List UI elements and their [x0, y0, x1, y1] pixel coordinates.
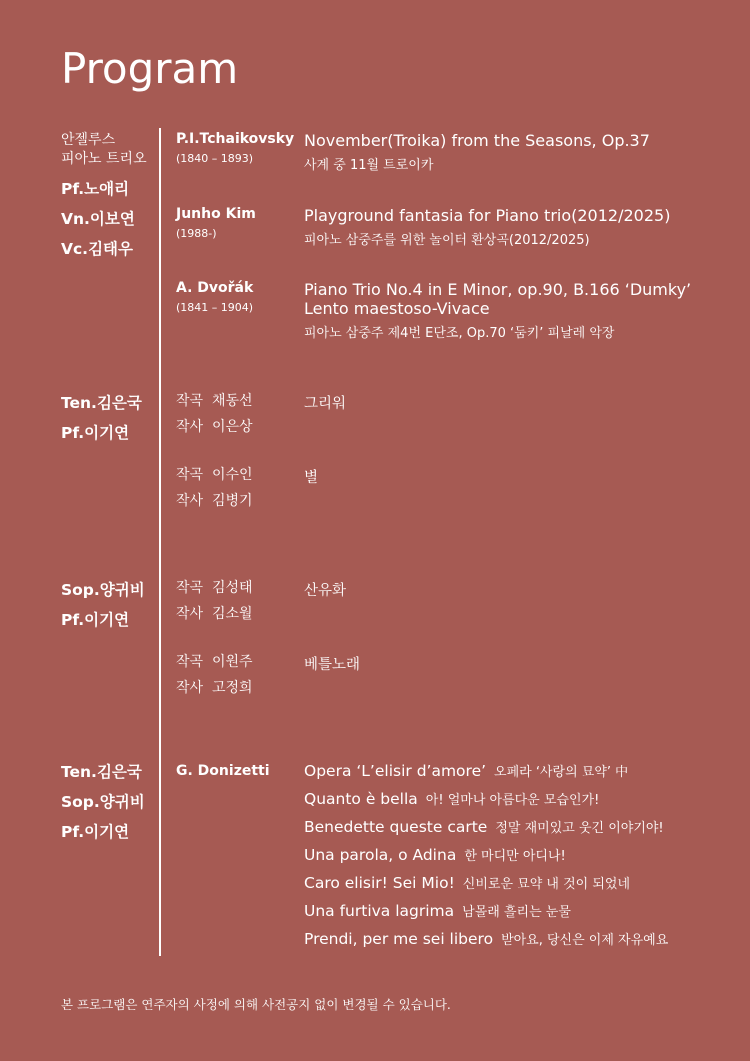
work-title-ko: 피아노 삼중주 제4번 E단조, Op.70 ‘둠키’ 피날레 악장: [304, 326, 615, 341]
credit-name: 채동선: [212, 393, 253, 409]
role-label: 작곡: [176, 467, 204, 483]
list-item: [304, 901, 668, 929]
composer-name: Junho Kim: [176, 206, 256, 222]
lyricist-credit: [176, 493, 253, 510]
list-item: [304, 873, 668, 901]
composer-name: P.I.Tchaikovsky: [176, 131, 295, 147]
ensemble-name-line1: 안젤루스: [61, 132, 116, 148]
aria-title-kr: 받아요, 당신은 이제 자유예요: [501, 933, 669, 948]
aria-title-it: Quanto è bella: [304, 790, 418, 808]
list-item: [304, 761, 668, 789]
work-title-en: Playground fantasia for Piano trio(2012/2025): [304, 206, 671, 225]
list-item: [304, 789, 668, 817]
composer-years: (1988-): [176, 227, 217, 240]
aria-title-it: Benedette queste carte: [304, 818, 488, 836]
work-title-ko: 피아노 삼중주를 위한 놀이터 환상곡(2012/2025): [304, 233, 590, 248]
composer-block: [176, 131, 294, 166]
performers-section2: [61, 393, 142, 444]
performer-violin: Vn.이보연: [61, 210, 135, 228]
aria-list: [304, 761, 668, 957]
list-item: [304, 929, 668, 957]
performer-soprano: Sop.양귀비: [61, 581, 145, 599]
work-block: [304, 131, 650, 174]
role-label: 작곡: [176, 393, 204, 409]
aria-title-kr: 정말 재미있고 웃긴 이야기야!: [495, 821, 664, 836]
work-title-en: November(Troika) from the Seasons, Op.37: [304, 131, 650, 150]
aria-title-it: Opera ‘L’elisir d’amore’: [304, 762, 487, 780]
composer-block: [176, 280, 253, 315]
aria-title-kr: 신비로운 묘약 내 것이 되었네: [462, 877, 631, 892]
aria-title-it: Una furtiva lagrima: [304, 902, 455, 920]
credit-name: 이수인: [212, 467, 253, 483]
work-title-en: Piano Trio No.4 in E Minor, op.90, B.166 ‘Dumky’: [304, 280, 692, 299]
role-label: 작곡: [176, 654, 204, 670]
song-credits: [176, 393, 253, 436]
page-title: Program: [61, 44, 239, 93]
work-title-en-line2: Lento maestoso-Vivace: [304, 299, 490, 318]
role-label: 작사: [176, 493, 204, 509]
work-title-ko: 사계 중 11월 트로이카: [304, 158, 434, 173]
role-label: 작사: [176, 606, 204, 622]
performer-piano: Pf.이기연: [61, 611, 130, 629]
aria-title-kr: 한 마디만 아디나!: [464, 849, 566, 864]
footer-notice: 본 프로그램은 연주자의 사정에 의해 사전공지 없이 변경될 수 있습니다.: [61, 997, 451, 1012]
song-title: 산유화: [304, 583, 347, 599]
composer-block: [176, 763, 270, 780]
performers-section4: [61, 762, 145, 843]
performer-piano: Pf.이기연: [61, 424, 130, 442]
role-label: 작사: [176, 419, 204, 435]
role-label: 작사: [176, 680, 204, 696]
song-credits: [176, 580, 253, 623]
aria-title-it: Prendi, per me sei libero: [304, 930, 494, 948]
song-title: 별: [304, 470, 319, 486]
aria-title-kr: 오페라 ‘사랑의 묘약’ 中: [494, 765, 629, 780]
song-credits: [176, 654, 253, 697]
list-item: [304, 817, 668, 845]
lyricist-credit: [176, 680, 253, 697]
aria-title-it: Caro elisir! Sei Mio!: [304, 874, 455, 892]
composer-name: G. Donizetti: [176, 763, 270, 779]
work-block: [304, 206, 670, 249]
divider-line: [159, 128, 161, 956]
composer-block: [176, 206, 256, 241]
aria-title-kr: 아! 얼마나 아름다운 모습인가!: [425, 793, 600, 808]
aria-title-kr: 남몰래 흘리는 눈물: [462, 905, 571, 920]
credit-name: 이은상: [212, 419, 253, 435]
lyricist-credit: [176, 419, 253, 436]
ensemble-name-line2: 피아노 트리오: [61, 151, 147, 167]
work-block: [304, 280, 691, 342]
performers-section1: [61, 131, 147, 260]
credit-name: 김소월: [212, 606, 253, 622]
composer-years: (1841 – 1904): [176, 301, 254, 314]
composer-credit: [176, 393, 253, 410]
composer-name: A. Dvořák: [176, 280, 254, 296]
credit-name: 김성태: [212, 580, 253, 596]
role-label: 작곡: [176, 580, 204, 596]
composer-credit: [176, 580, 253, 597]
credit-name: 이원주: [212, 654, 253, 670]
song-title: 베틀노래: [304, 657, 361, 673]
performer-piano: Pf.이기연: [61, 823, 130, 841]
aria-title-it: Una parola, o Adina: [304, 846, 457, 864]
credit-name: 김병기: [212, 493, 253, 509]
composer-credit: [176, 467, 253, 484]
performer-piano: Pf.노애리: [61, 180, 130, 198]
performers-section3: [61, 580, 145, 631]
composer-years: (1840 – 1893): [176, 152, 254, 165]
list-item: [304, 845, 668, 873]
performer-tenor: Ten.김은국: [61, 763, 142, 781]
song-credits: [176, 467, 253, 510]
song-title: 그리워: [304, 396, 347, 412]
performer-cello: Vc.김태우: [61, 240, 133, 258]
performer-soprano: Sop.양귀비: [61, 793, 145, 811]
composer-credit: [176, 654, 253, 671]
lyricist-credit: [176, 606, 253, 623]
credit-name: 고정희: [212, 680, 253, 696]
performer-tenor: Ten.김은국: [61, 394, 142, 412]
